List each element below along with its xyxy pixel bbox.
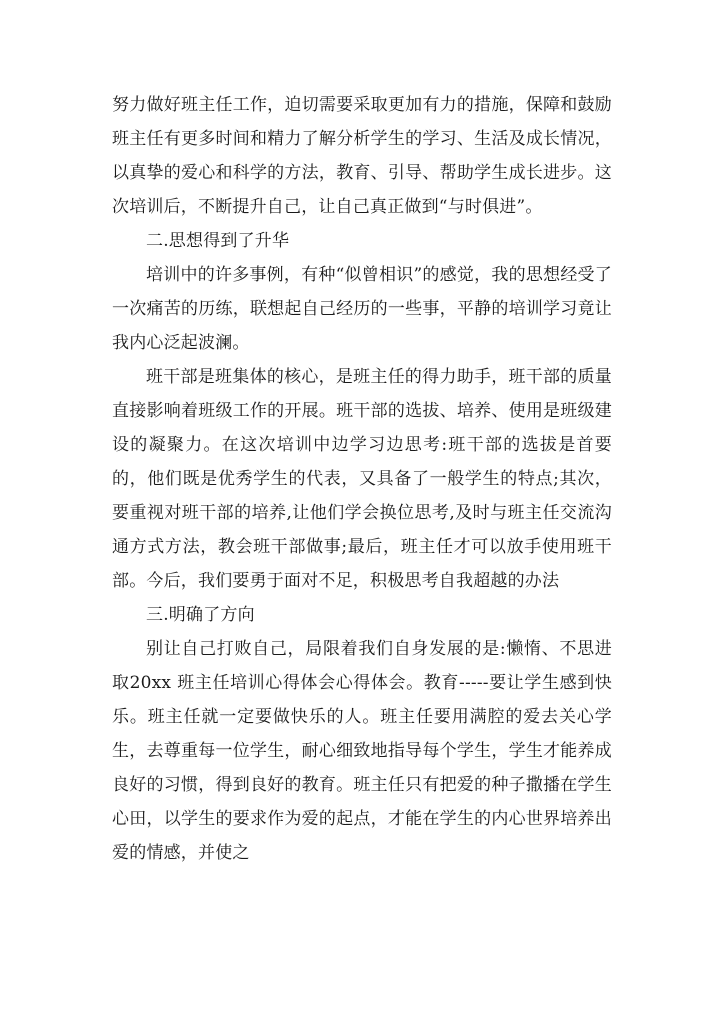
body-paragraph: 努力做好班主任工作，迫切需要采取更加有力的措施，保障和鼓励班主任有更多时间和精力了解分析学生的学习、生活及成长情况，以真挚的爱心和科学的方法，教育、引导、帮助学生成长进步。这次培训后，不断提升自己，让自己真正做到“与时俱进”。 [112,95,612,217]
section-heading: 三.明确了方向 [146,605,255,625]
body-paragraph: 班干部是班集体的核心，是班主任的得力助手，班干部的质量直接影响着班级工作的开展。班干部的选拔、培养、使用是班级建设的凝聚力。在这次培训中边学习边思考:班干部的选拔是首要的，他们既是优秀学生的代表，又具备了一般学生的特点;其次，要重视对班干部的培养,让他们学会换位思考,及时与班主任交流沟通方式方法，教会班干部做事;最后，班主任才可以放手使用班干部。今后，我们要勇于面对不足，积极思考自我超越的办法 [112,367,612,591]
body-paragraph: 别让自己打败自己，局限着我们自身发展的是:懒惰、不思进取20xx 班主任培训心得体会心得体会。教育-----要让学生感到快乐。班主任就一定要做快乐的人。班主任要用满腔的爱去关心学生，去尊重每一位学生，耐心细致地指导每个学生，学生才能养成良好的习惯，得到良好的教育。班主任只有把爱的种子撒播在学生心田，以学生的要求作为爱的起点，才能在学生的内心世界培养出爱的情感，并使之 [112,639,612,863]
section-heading: 二.思想得到了升华 [146,231,290,251]
body-paragraph: 培训中的许多事例，有种“似曾相识”的感觉，我的思想经受了一次痛苦的历练，联想起自己经历的一些事，平静的培训学习竟让我内心泛起波澜。 [112,265,612,353]
document-body [112,88,612,870]
